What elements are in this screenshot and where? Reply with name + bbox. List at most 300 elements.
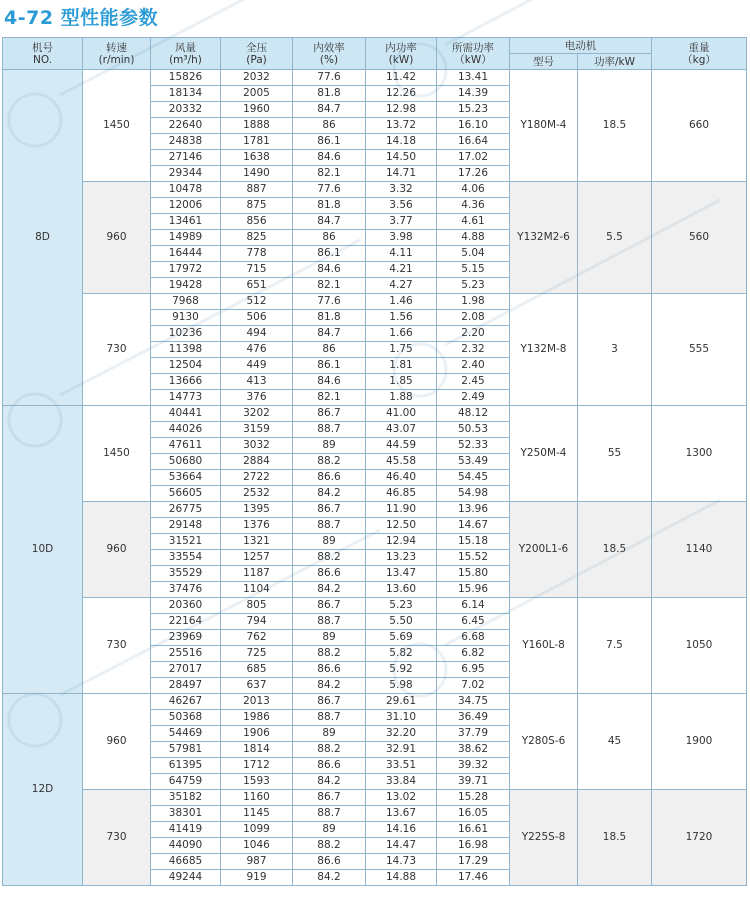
speed-cell: 730 — [83, 294, 151, 406]
airflow-cell: 24838 — [151, 134, 221, 150]
internal-power-cell: 32.91 — [366, 742, 437, 758]
airflow-cell: 61395 — [151, 758, 221, 774]
motor-type-cell: Y250M-4 — [510, 406, 578, 502]
internal-power-cell: 32.20 — [366, 726, 437, 742]
airflow-cell: 50680 — [151, 454, 221, 470]
internal-power-cell: 14.47 — [366, 838, 437, 854]
pressure-cell: 762 — [221, 630, 293, 646]
pressure-cell: 825 — [221, 230, 293, 246]
table-row — [3, 406, 747, 422]
pressure-cell: 1187 — [221, 566, 293, 582]
header-motor-type: 型号 — [510, 54, 578, 70]
pressure-cell: 1257 — [221, 550, 293, 566]
table-row — [3, 294, 747, 310]
weight-cell: 560 — [652, 182, 747, 294]
pressure-cell: 887 — [221, 182, 293, 198]
internal-power-cell: 33.51 — [366, 758, 437, 774]
airflow-cell: 19428 — [151, 278, 221, 294]
required-power-cell: 38.62 — [437, 742, 510, 758]
required-power-cell: 5.23 — [437, 278, 510, 294]
pressure-cell: 1906 — [221, 726, 293, 742]
motor-power-cell: 7.5 — [578, 598, 652, 694]
internal-power-cell: 3.56 — [366, 198, 437, 214]
efficiency-cell: 82.1 — [293, 390, 366, 406]
header-model: 机号 NO. — [3, 38, 83, 70]
weight-cell: 1900 — [652, 694, 747, 790]
header-required-power: 所需功率 （kW） — [437, 38, 510, 70]
pressure-cell: 1781 — [221, 134, 293, 150]
weight-cell: 555 — [652, 294, 747, 406]
internal-power-cell: 14.18 — [366, 134, 437, 150]
required-power-cell: 6.82 — [437, 646, 510, 662]
required-power-cell: 39.71 — [437, 774, 510, 790]
pressure-cell: 3202 — [221, 406, 293, 422]
internal-power-cell: 31.10 — [366, 710, 437, 726]
efficiency-cell: 86.6 — [293, 662, 366, 678]
motor-type-cell: Y200L1-6 — [510, 502, 578, 598]
required-power-cell: 13.41 — [437, 70, 510, 86]
pressure-cell: 1145 — [221, 806, 293, 822]
airflow-cell: 64759 — [151, 774, 221, 790]
weight-cell: 1050 — [652, 598, 747, 694]
required-power-cell: 16.61 — [437, 822, 510, 838]
airflow-cell: 7968 — [151, 294, 221, 310]
pressure-cell: 2884 — [221, 454, 293, 470]
airflow-cell: 14773 — [151, 390, 221, 406]
required-power-cell: 52.33 — [437, 438, 510, 454]
pressure-cell: 919 — [221, 870, 293, 886]
pressure-cell: 1638 — [221, 150, 293, 166]
internal-power-cell: 29.61 — [366, 694, 437, 710]
header-weight: 重量 （kg） — [652, 38, 747, 70]
efficiency-cell: 86.6 — [293, 566, 366, 582]
pressure-cell: 1490 — [221, 166, 293, 182]
weight-cell: 1720 — [652, 790, 747, 886]
airflow-cell: 46685 — [151, 854, 221, 870]
pressure-cell: 856 — [221, 214, 293, 230]
efficiency-cell: 84.2 — [293, 774, 366, 790]
internal-power-cell: 13.02 — [366, 790, 437, 806]
internal-power-cell: 1.85 — [366, 374, 437, 390]
airflow-cell: 27017 — [151, 662, 221, 678]
airflow-cell: 38301 — [151, 806, 221, 822]
required-power-cell: 2.08 — [437, 310, 510, 326]
internal-power-cell: 46.85 — [366, 486, 437, 502]
efficiency-cell: 86.1 — [293, 134, 366, 150]
internal-power-cell: 5.69 — [366, 630, 437, 646]
airflow-cell: 57981 — [151, 742, 221, 758]
efficiency-cell: 89 — [293, 438, 366, 454]
pressure-cell: 3159 — [221, 422, 293, 438]
required-power-cell: 15.80 — [437, 566, 510, 582]
required-power-cell: 36.49 — [437, 710, 510, 726]
motor-power-cell: 45 — [578, 694, 652, 790]
required-power-cell: 37.79 — [437, 726, 510, 742]
required-power-cell: 2.32 — [437, 342, 510, 358]
airflow-cell: 13666 — [151, 374, 221, 390]
internal-power-cell: 1.66 — [366, 326, 437, 342]
speed-cell: 1450 — [83, 70, 151, 182]
airflow-cell: 28497 — [151, 678, 221, 694]
required-power-cell: 2.40 — [437, 358, 510, 374]
pressure-cell: 413 — [221, 374, 293, 390]
internal-power-cell: 14.71 — [366, 166, 437, 182]
internal-power-cell: 1.88 — [366, 390, 437, 406]
pressure-cell: 376 — [221, 390, 293, 406]
efficiency-cell: 89 — [293, 822, 366, 838]
efficiency-cell: 86.1 — [293, 246, 366, 262]
header-motor: 电动机 — [510, 38, 652, 54]
internal-power-cell: 4.27 — [366, 278, 437, 294]
pressure-cell: 1046 — [221, 838, 293, 854]
pressure-cell: 449 — [221, 358, 293, 374]
efficiency-cell: 84.7 — [293, 214, 366, 230]
internal-power-cell: 3.77 — [366, 214, 437, 230]
pressure-cell: 637 — [221, 678, 293, 694]
pressure-cell: 2032 — [221, 70, 293, 86]
efficiency-cell: 88.7 — [293, 806, 366, 822]
efficiency-cell: 88.2 — [293, 646, 366, 662]
required-power-cell: 5.15 — [437, 262, 510, 278]
internal-power-cell: 4.11 — [366, 246, 437, 262]
efficiency-cell: 88.7 — [293, 422, 366, 438]
pressure-cell: 506 — [221, 310, 293, 326]
airflow-cell: 41419 — [151, 822, 221, 838]
page-title: 4-72 型性能参数 — [4, 7, 159, 29]
efficiency-cell: 88.2 — [293, 838, 366, 854]
required-power-cell: 54.98 — [437, 486, 510, 502]
airflow-cell: 12504 — [151, 358, 221, 374]
motor-type-cell: Y160L-8 — [510, 598, 578, 694]
airflow-cell: 29148 — [151, 518, 221, 534]
airflow-cell: 53664 — [151, 470, 221, 486]
efficiency-cell: 81.8 — [293, 310, 366, 326]
efficiency-cell: 86.7 — [293, 502, 366, 518]
efficiency-cell: 84.6 — [293, 262, 366, 278]
motor-power-cell: 18.5 — [578, 70, 652, 182]
internal-power-cell: 44.59 — [366, 438, 437, 454]
airflow-cell: 22640 — [151, 118, 221, 134]
required-power-cell: 2.45 — [437, 374, 510, 390]
pressure-cell: 2722 — [221, 470, 293, 486]
internal-power-cell: 13.60 — [366, 582, 437, 598]
airflow-cell: 16444 — [151, 246, 221, 262]
model-number-cell: 10D — [3, 406, 83, 694]
airflow-cell: 18134 — [151, 86, 221, 102]
required-power-cell: 2.20 — [437, 326, 510, 342]
airflow-cell: 22164 — [151, 614, 221, 630]
efficiency-cell: 82.1 — [293, 278, 366, 294]
efficiency-cell: 77.6 — [293, 70, 366, 86]
header-airflow: 风量 (m³/h) — [151, 38, 221, 70]
required-power-cell: 2.49 — [437, 390, 510, 406]
efficiency-cell: 84.2 — [293, 678, 366, 694]
airflow-cell: 11398 — [151, 342, 221, 358]
pressure-cell: 1395 — [221, 502, 293, 518]
airflow-cell: 25516 — [151, 646, 221, 662]
speed-cell: 960 — [83, 182, 151, 294]
efficiency-cell: 86 — [293, 342, 366, 358]
airflow-cell: 35529 — [151, 566, 221, 582]
motor-power-cell: 18.5 — [578, 502, 652, 598]
airflow-cell: 37476 — [151, 582, 221, 598]
pressure-cell: 685 — [221, 662, 293, 678]
internal-power-cell: 33.84 — [366, 774, 437, 790]
internal-power-cell: 11.42 — [366, 70, 437, 86]
pressure-cell: 1104 — [221, 582, 293, 598]
internal-power-cell: 43.07 — [366, 422, 437, 438]
pressure-cell: 1960 — [221, 102, 293, 118]
airflow-cell: 47611 — [151, 438, 221, 454]
required-power-cell: 16.64 — [437, 134, 510, 150]
efficiency-cell: 86.7 — [293, 790, 366, 806]
pressure-cell: 651 — [221, 278, 293, 294]
efficiency-cell: 86 — [293, 230, 366, 246]
efficiency-cell: 84.2 — [293, 870, 366, 886]
efficiency-cell: 89 — [293, 630, 366, 646]
airflow-cell: 15826 — [151, 70, 221, 86]
required-power-cell: 5.04 — [437, 246, 510, 262]
efficiency-cell: 86.6 — [293, 758, 366, 774]
required-power-cell: 14.67 — [437, 518, 510, 534]
efficiency-cell: 86.7 — [293, 598, 366, 614]
required-power-cell: 15.18 — [437, 534, 510, 550]
internal-power-cell: 46.40 — [366, 470, 437, 486]
model-number-cell: 8D — [3, 70, 83, 406]
airflow-cell: 17972 — [151, 262, 221, 278]
motor-type-cell: Y180M-4 — [510, 70, 578, 182]
internal-power-cell: 13.67 — [366, 806, 437, 822]
airflow-cell: 29344 — [151, 166, 221, 182]
required-power-cell: 6.45 — [437, 614, 510, 630]
internal-power-cell: 1.56 — [366, 310, 437, 326]
efficiency-cell: 84.7 — [293, 102, 366, 118]
motor-type-cell: Y132M2-6 — [510, 182, 578, 294]
airflow-cell: 23969 — [151, 630, 221, 646]
internal-power-cell: 41.00 — [366, 406, 437, 422]
efficiency-cell: 84.2 — [293, 486, 366, 502]
required-power-cell: 17.02 — [437, 150, 510, 166]
required-power-cell: 50.53 — [437, 422, 510, 438]
internal-power-cell: 5.82 — [366, 646, 437, 662]
airflow-cell: 10236 — [151, 326, 221, 342]
pressure-cell: 2013 — [221, 694, 293, 710]
required-power-cell: 1.98 — [437, 294, 510, 310]
pressure-cell: 2005 — [221, 86, 293, 102]
internal-power-cell: 5.92 — [366, 662, 437, 678]
efficiency-cell: 86.7 — [293, 406, 366, 422]
airflow-cell: 50368 — [151, 710, 221, 726]
efficiency-cell: 84.7 — [293, 326, 366, 342]
pressure-cell: 1712 — [221, 758, 293, 774]
table-row — [3, 790, 747, 806]
motor-power-cell: 18.5 — [578, 790, 652, 886]
internal-power-cell: 14.73 — [366, 854, 437, 870]
efficiency-cell: 86.7 — [293, 694, 366, 710]
header-speed: 转速 (r/min) — [83, 38, 151, 70]
airflow-cell: 20360 — [151, 598, 221, 614]
table-header — [3, 38, 747, 70]
header-pressure: 全压 (Pa) — [221, 38, 293, 70]
efficiency-cell: 88.2 — [293, 550, 366, 566]
required-power-cell: 4.06 — [437, 182, 510, 198]
pressure-cell: 1376 — [221, 518, 293, 534]
pressure-cell: 3032 — [221, 438, 293, 454]
required-power-cell: 7.02 — [437, 678, 510, 694]
weight-cell: 1140 — [652, 502, 747, 598]
airflow-cell: 14989 — [151, 230, 221, 246]
header-efficiency: 内效率 (%) — [293, 38, 366, 70]
required-power-cell: 15.28 — [437, 790, 510, 806]
efficiency-cell: 86.6 — [293, 470, 366, 486]
internal-power-cell: 13.72 — [366, 118, 437, 134]
required-power-cell: 16.05 — [437, 806, 510, 822]
efficiency-cell: 88.2 — [293, 454, 366, 470]
required-power-cell: 16.98 — [437, 838, 510, 854]
efficiency-cell: 89 — [293, 534, 366, 550]
performance-table — [2, 37, 747, 886]
required-power-cell: 34.75 — [437, 694, 510, 710]
internal-power-cell: 11.90 — [366, 502, 437, 518]
internal-power-cell: 1.81 — [366, 358, 437, 374]
airflow-cell: 56605 — [151, 486, 221, 502]
airflow-cell: 12006 — [151, 198, 221, 214]
required-power-cell: 15.23 — [437, 102, 510, 118]
internal-power-cell: 3.98 — [366, 230, 437, 246]
pressure-cell: 1593 — [221, 774, 293, 790]
pressure-cell: 476 — [221, 342, 293, 358]
required-power-cell: 6.68 — [437, 630, 510, 646]
pressure-cell: 987 — [221, 854, 293, 870]
required-power-cell: 17.26 — [437, 166, 510, 182]
efficiency-cell: 88.7 — [293, 614, 366, 630]
efficiency-cell: 84.2 — [293, 582, 366, 598]
required-power-cell: 6.95 — [437, 662, 510, 678]
internal-power-cell: 12.26 — [366, 86, 437, 102]
airflow-cell: 27146 — [151, 150, 221, 166]
internal-power-cell: 14.88 — [366, 870, 437, 886]
airflow-cell: 44026 — [151, 422, 221, 438]
table-body — [3, 70, 747, 886]
pressure-cell: 512 — [221, 294, 293, 310]
weight-cell: 660 — [652, 70, 747, 182]
efficiency-cell: 86.1 — [293, 358, 366, 374]
internal-power-cell: 5.50 — [366, 614, 437, 630]
header-internal-power: 内功率 (kW) — [366, 38, 437, 70]
airflow-cell: 54469 — [151, 726, 221, 742]
required-power-cell: 17.29 — [437, 854, 510, 870]
motor-type-cell: Y132M-8 — [510, 294, 578, 406]
pressure-cell: 1099 — [221, 822, 293, 838]
motor-power-cell: 5.5 — [578, 182, 652, 294]
internal-power-cell: 13.23 — [366, 550, 437, 566]
efficiency-cell: 81.8 — [293, 198, 366, 214]
internal-power-cell: 12.50 — [366, 518, 437, 534]
efficiency-cell: 86.6 — [293, 854, 366, 870]
required-power-cell: 14.39 — [437, 86, 510, 102]
table-row — [3, 598, 747, 614]
efficiency-cell: 82.1 — [293, 166, 366, 182]
efficiency-cell: 77.6 — [293, 182, 366, 198]
motor-type-cell: Y280S-6 — [510, 694, 578, 790]
airflow-cell: 31521 — [151, 534, 221, 550]
airflow-cell: 13461 — [151, 214, 221, 230]
required-power-cell: 53.49 — [437, 454, 510, 470]
efficiency-cell: 88.7 — [293, 518, 366, 534]
required-power-cell: 16.10 — [437, 118, 510, 134]
pressure-cell: 794 — [221, 614, 293, 630]
internal-power-cell: 12.98 — [366, 102, 437, 118]
airflow-cell: 35182 — [151, 790, 221, 806]
pressure-cell: 1888 — [221, 118, 293, 134]
pressure-cell: 715 — [221, 262, 293, 278]
required-power-cell: 4.88 — [437, 230, 510, 246]
efficiency-cell: 89 — [293, 726, 366, 742]
pressure-cell: 2532 — [221, 486, 293, 502]
efficiency-cell: 84.6 — [293, 374, 366, 390]
required-power-cell: 15.96 — [437, 582, 510, 598]
speed-cell: 730 — [83, 598, 151, 694]
motor-type-cell: Y225S-8 — [510, 790, 578, 886]
airflow-cell: 44090 — [151, 838, 221, 854]
efficiency-cell: 86 — [293, 118, 366, 134]
pressure-cell: 494 — [221, 326, 293, 342]
airflow-cell: 10478 — [151, 182, 221, 198]
pressure-cell: 1986 — [221, 710, 293, 726]
required-power-cell: 4.36 — [437, 198, 510, 214]
pressure-cell: 778 — [221, 246, 293, 262]
pressure-cell: 1160 — [221, 790, 293, 806]
airflow-cell: 20332 — [151, 102, 221, 118]
efficiency-cell: 88.2 — [293, 742, 366, 758]
required-power-cell: 6.14 — [437, 598, 510, 614]
header-motor-power: 功率/kW — [578, 54, 652, 70]
airflow-cell: 49244 — [151, 870, 221, 886]
efficiency-cell: 77.6 — [293, 294, 366, 310]
table-row — [3, 70, 747, 86]
efficiency-cell: 88.7 — [293, 710, 366, 726]
internal-power-cell: 5.23 — [366, 598, 437, 614]
airflow-cell: 9130 — [151, 310, 221, 326]
table-row — [3, 502, 747, 518]
required-power-cell: 54.45 — [437, 470, 510, 486]
internal-power-cell: 12.94 — [366, 534, 437, 550]
pressure-cell: 1814 — [221, 742, 293, 758]
required-power-cell: 13.96 — [437, 502, 510, 518]
internal-power-cell: 4.21 — [366, 262, 437, 278]
internal-power-cell: 14.50 — [366, 150, 437, 166]
speed-cell: 960 — [83, 502, 151, 598]
pressure-cell: 805 — [221, 598, 293, 614]
internal-power-cell: 13.47 — [366, 566, 437, 582]
table-row — [3, 182, 747, 198]
internal-power-cell: 14.16 — [366, 822, 437, 838]
required-power-cell: 15.52 — [437, 550, 510, 566]
efficiency-cell: 84.6 — [293, 150, 366, 166]
required-power-cell: 4.61 — [437, 214, 510, 230]
internal-power-cell: 1.46 — [366, 294, 437, 310]
internal-power-cell: 5.98 — [366, 678, 437, 694]
pressure-cell: 725 — [221, 646, 293, 662]
required-power-cell: 48.12 — [437, 406, 510, 422]
motor-power-cell: 3 — [578, 294, 652, 406]
speed-cell: 1450 — [83, 406, 151, 502]
model-number-cell: 12D — [3, 694, 83, 886]
weight-cell: 1300 — [652, 406, 747, 502]
airflow-cell: 26775 — [151, 502, 221, 518]
airflow-cell: 33554 — [151, 550, 221, 566]
table-row — [3, 694, 747, 710]
